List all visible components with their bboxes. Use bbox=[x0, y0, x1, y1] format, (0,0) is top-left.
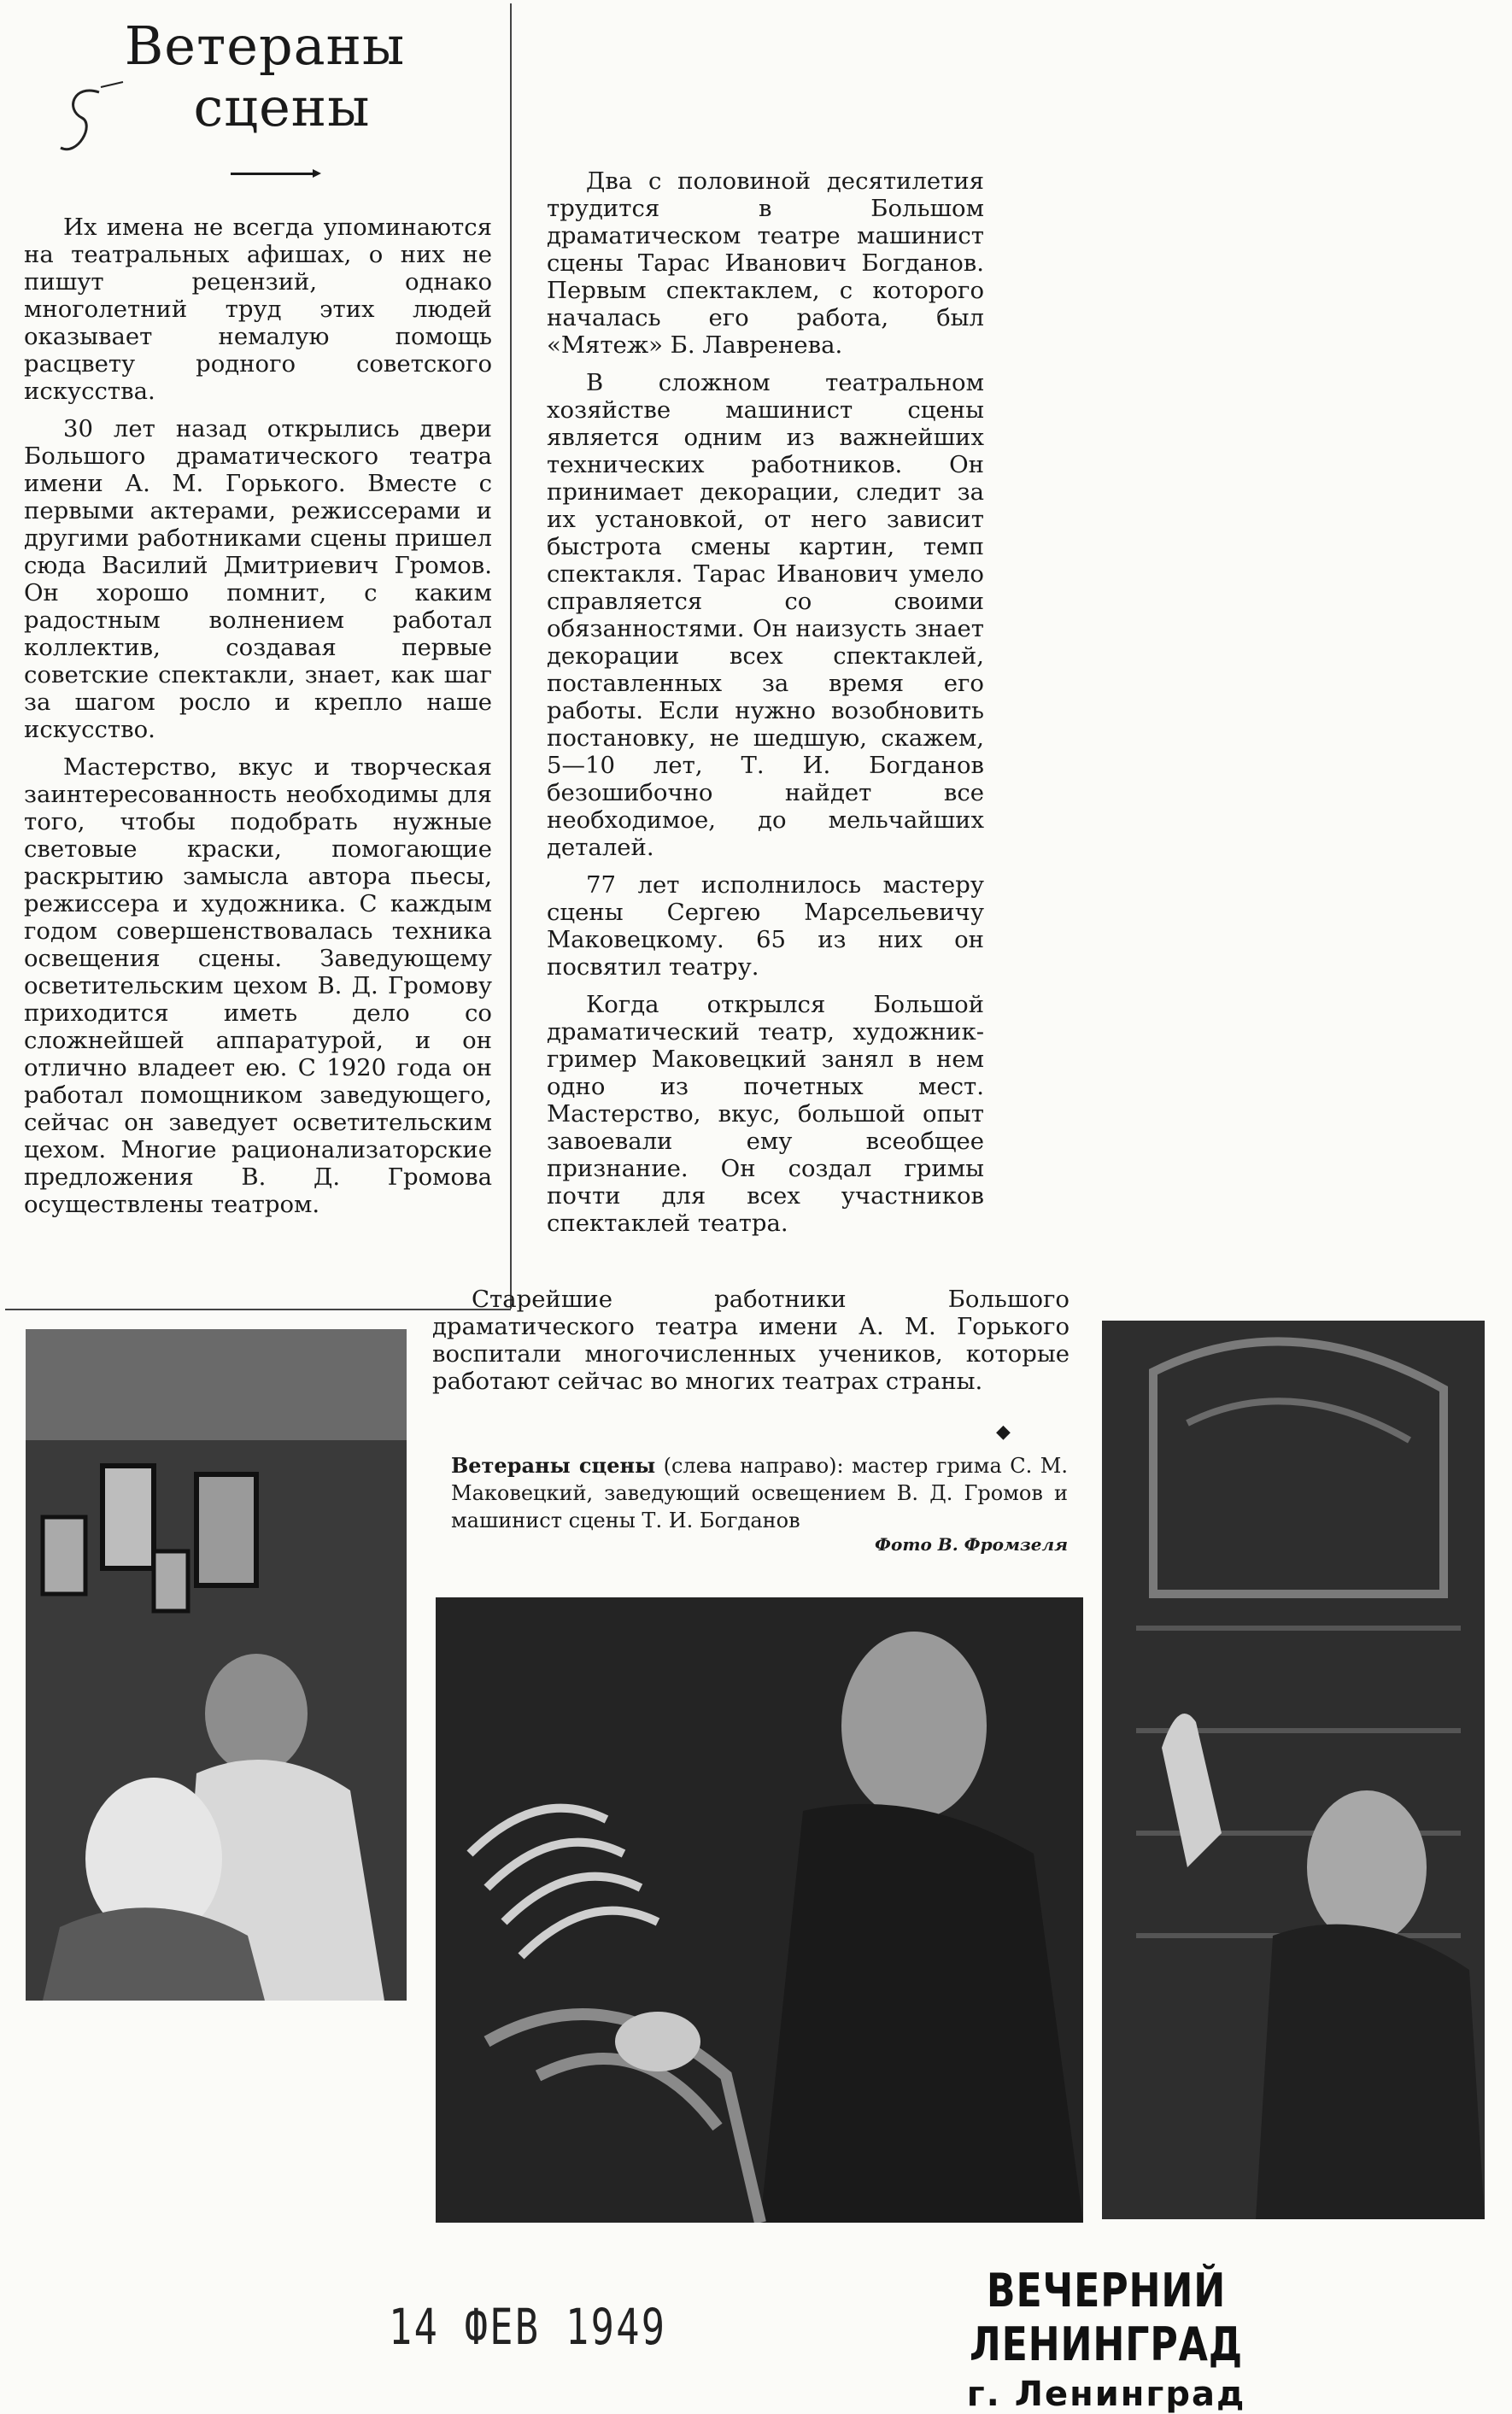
column-rule bbox=[510, 3, 512, 1309]
newspaper-city: г. Ленинград bbox=[966, 2375, 1246, 2414]
paragraph: Когда открылся Большой драматический театр, художник-гример Маковецкий занял в нем одно из почетных мест. Мастерство, вкус, большой опыт завоевали ему всеобщее признание. Он создал гримы почти для всех участников спектаклей театра. bbox=[547, 991, 984, 1237]
divider-arrow-icon bbox=[313, 169, 321, 178]
photo-stage-machinist bbox=[1102, 1321, 1485, 2219]
column-2 bbox=[547, 167, 984, 1247]
title-divider bbox=[231, 173, 316, 175]
caption-lead: Ветераны сцены bbox=[451, 1453, 656, 1478]
photo-lighting-chief bbox=[436, 1597, 1083, 2223]
photo-makeup-artist bbox=[26, 1329, 407, 2001]
paragraph: 77 лет исполнилось мастеру сцены Сергею Марсельевичу Маковецкому. 65 из них он посвятил театру. bbox=[547, 871, 984, 981]
handwritten-mark bbox=[48, 75, 125, 169]
title-line-2: сцены bbox=[193, 76, 371, 138]
date-stamp: 14 ФЕВ 1949 bbox=[389, 2298, 667, 2356]
photo-caption bbox=[451, 1452, 1068, 1534]
title-line-1: Ветераны bbox=[124, 15, 406, 77]
column-1 bbox=[24, 214, 492, 1228]
newspaper-name: ВЕЧЕРНИЙ ЛЕНИНГРАД bbox=[970, 2264, 1243, 2371]
column-3 bbox=[432, 1286, 1070, 1395]
paragraph: Их имена не всегда упоминаются на театральных афишах, о них не пишут рецензий, однако многолетний труд этих людей оказывает немалую помощь расцвету родного советского искусства. bbox=[24, 214, 492, 405]
paragraph: В сложном театральном хозяйстве машинист сцены является одним из важнейших технических работников. Он принимает декорации, следит за их установкой, от него зависит быстрота смены картин, темп спектакля. Тарас Иванович умело справляется со своими обязанностями. Он наизусть знает декорации всех спектаклей, поставленных за время его работы. Если нужно возобновить постановку, не шедшую, скажем, 5—10 лет, Т. И. Богданов безошибочно найдет все необходимое, до мельчайших деталей. bbox=[547, 369, 984, 861]
diamond-ornament-icon: ◆ bbox=[996, 1421, 1011, 1443]
paragraph: Старейшие работники Большого драматического театра имени А. М. Горького воспитали многочисленных учеников, которые работают сейчас во многих театрах страны. bbox=[432, 1286, 1070, 1395]
caption-text: (слева направо): мастер грима С. М. Маковецкий, заведующий освещением В. Д. Громов и машинист сцены Т. И. Богданов bbox=[451, 1454, 1068, 1532]
paragraph: Два с половиной десятилетия трудится в Большом драматическом театре машинист сцены Тарас Иванович Богданов. Первым спектаклем, с которого началась его работа, был «Мятеж» Б. Лавренева. bbox=[547, 167, 984, 359]
paragraph: 30 лет назад открылись двери Большого драматического театра имени А. М. Горького. Вместе с первыми актерами, режиссерами и другими работниками сцены пришел сюда Василий Дмитриевич Громов. Он хорошо помнит, с каким радостным волнением работал коллектив, создавая первые советские спектакли, знает, как шаг за шагом росло и крепло наше искусство. bbox=[24, 415, 492, 743]
photo-credit: Фото В. Фромзеля bbox=[875, 1534, 1068, 1555]
paragraph: Мастерство, вкус и творческая заинтересованность необходимы для того, чтобы подобрать нужные световые краски, помогающие раскрытию замысла автора пьесы, режиссера и художника. С каждым годом совершенствовалась техника освещения сцены. Заведующему осветительским цехом В. Д. Громову приходится иметь дело со сложнейшей аппаратурой, и он отлично владеет ею. С 1920 года он работал помощником заведующего, сейчас он заведует осветительским цехом. Многие рационализаторские предложения В. Д. Громова осуществлены театром. bbox=[24, 753, 492, 1218]
